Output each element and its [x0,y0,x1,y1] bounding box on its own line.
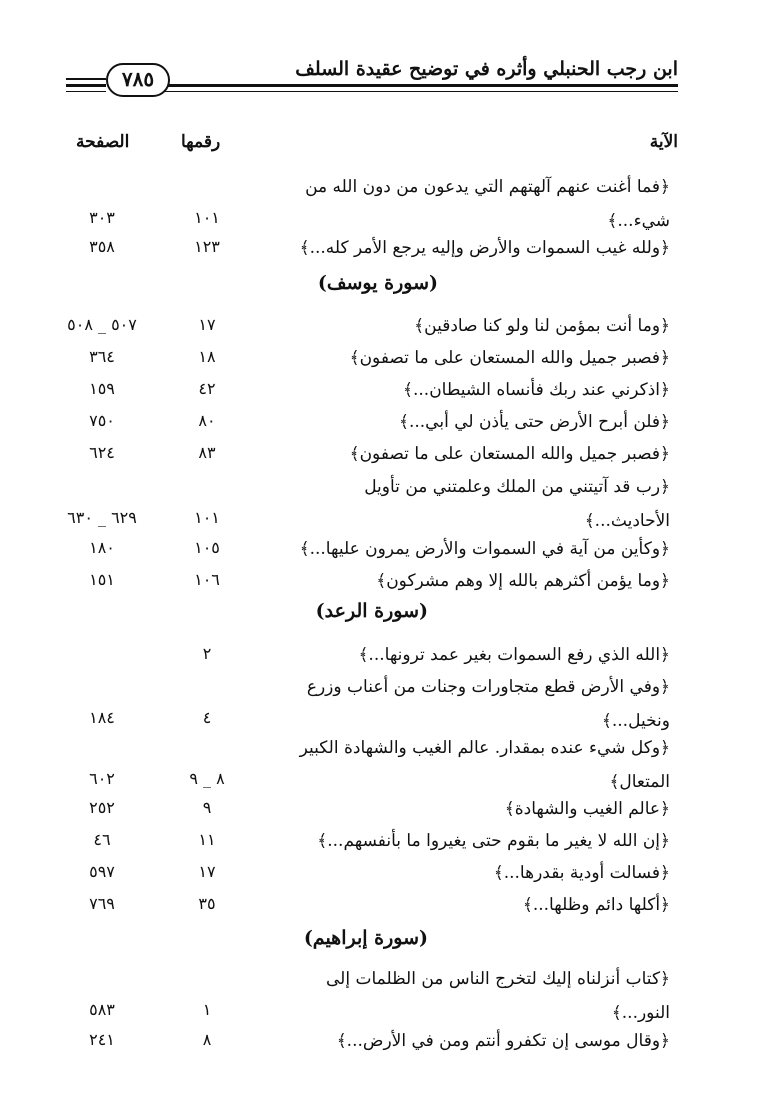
aya-text: ﴿وما أنت بمؤمن لنا ولو كنا صادقين﴾ [414,316,670,336]
header-rule [66,91,106,92]
aya-number: ١٠١ [194,508,220,527]
aya-text: ﴿فما أغنت عنهم آلهتهم التي يدعون من دون الله من [305,177,670,197]
aya-number: ٨٣ [198,443,216,462]
page-ref: ٦٢٤ [89,443,115,462]
index-entry [0,566,758,600]
aya-text: ﴿فصبر جميل والله المستعان على ما تصفون﴾ [349,444,670,464]
column-header-page: الصفحة [76,132,130,152]
aya-text: ﴿فصبر جميل والله المستعان على ما تصفون﴾ [349,348,670,368]
surah-heading: (سورة يوسف) [317,272,438,294]
aya-number: ١٨ [198,347,216,366]
page-number: ٧٨٥ [106,63,170,97]
aya-number: ١٠٥ [194,538,220,557]
aya-number: ٢ [202,644,212,663]
index-entry [0,640,758,674]
aya-text: ﴿وكأين من آية في السموات والأرض يمرون عليها...﴾ [299,539,670,559]
index-entry [0,794,758,828]
aya-text: ﴿فسالت أودية بقدرها...﴾ [493,863,670,883]
page-ref: ١٨٠ [89,538,115,557]
aya-text: ﴿فلن أبرح الأرض حتى يأذن لي أبي...﴾ [399,412,670,432]
aya-number: ١٢٣ [194,237,220,256]
aya-number: ١٧ [198,315,216,334]
aya-text: ﴿وقال موسى إن تكفرو أنتم ومن في الأرض...﴾ [336,1031,670,1051]
aya-number: ١٠٦ [194,570,220,589]
aya-number: ٤٢ [198,379,216,398]
surah-heading: (سورة إبراهيم) [303,927,428,949]
aya-number: ١٠١ [194,208,220,227]
index-entry [0,407,758,441]
aya-text-continued: شيء...﴾ [607,211,670,231]
page-ref: ٧٦٩ [89,894,115,913]
index-entry [0,472,758,531]
page-ref: ٧٥٠ [89,411,115,430]
aya-number: ٨ [202,1030,212,1049]
page-ref: ١٨٤ [89,708,115,727]
aya-text: ﴿الله الذي رفع السموات بغير عمد ترونها...﴾ [358,645,670,665]
index-entry [0,733,758,792]
page-ref: ٢٤١ [89,1030,115,1049]
page-ref: ٣٠٣ [89,208,115,227]
index-entry [0,375,758,409]
surah-heading: (سورة الرعد) [315,600,428,622]
aya-number: ٤ [202,708,212,727]
aya-number: ١١ [198,830,216,849]
running-title: ابن رجب الحنبلي وأثره في توضيح عقيدة السلف [295,58,678,80]
header-rule [66,84,106,87]
index-entry [0,233,758,267]
index-entry [0,343,758,377]
aya-number: ٩ [202,798,212,817]
aya-text: ﴿اذكرني عند ربك فأنساه الشيطان...﴾ [403,380,670,400]
aya-text: ﴿ولله غيب السموات والأرض وإليه يرجع الأمر كله...﴾ [299,238,670,258]
page-ref: ٥٨٣ [89,1000,115,1019]
index-entry [0,172,758,231]
index-entry [0,534,758,568]
header-rule [66,78,106,80]
aya-text: ﴿كتاب أنزلناه إليك لتخرج الناس من الظلمات إلى [326,969,670,989]
header-rule [158,91,678,92]
page-ref: ٦٠٢ [89,769,115,788]
aya-text-continued: المتعال﴾ [609,772,670,792]
aya-number: ٨ _ ٩ [189,769,225,788]
aya-number: ١ [202,1000,212,1019]
page-ref: ١٥١ [89,570,115,589]
index-entry [0,311,758,345]
column-header-number: رقمها [181,132,221,152]
index-entry [0,439,758,473]
aya-text: ﴿أكلها دائم وظلها...﴾ [522,895,670,915]
page-ref: ١٥٩ [89,379,115,398]
index-entry [0,890,758,924]
aya-number: ١٧ [198,862,216,881]
page-ref: ٦٢٩ _ ٦٣٠ [67,508,137,527]
page-ref: ٣٥٨ [89,237,115,256]
aya-text: ﴿وفي الأرض قطع متجاورات وجنات من أعناب وزرع [306,677,670,697]
index-entry [0,826,758,860]
page-ref: ٢٥٢ [89,798,115,817]
page-ref: ٤٦ [93,830,111,849]
aya-text: ﴿إن الله لا يغير ما بقوم حتى يغيروا ما بأنفسهم...﴾ [317,831,670,851]
index-entry [0,672,758,731]
aya-text: ﴿رب قد آتيتني من الملك وعلمتني من تأويل [364,477,670,497]
index-entry [0,964,758,1023]
aya-number: ٣٥ [198,894,216,913]
aya-text-continued: الأحاديث...﴾ [584,511,670,531]
aya-text: ﴿وكل شيء عنده بمقدار. عالم الغيب والشهادة الكبير [299,738,670,758]
aya-text-continued: النور...﴾ [611,1003,670,1023]
aya-number: ٨٠ [198,411,216,430]
index-entry [0,858,758,892]
header-rule [158,84,678,87]
index-entry [0,1026,758,1060]
aya-text: ﴿عالم الغيب والشهادة﴾ [504,799,670,819]
aya-text-continued: ونخيل...﴾ [601,711,670,731]
column-header-aya: الآية [649,132,678,152]
page-ref: ٣٦٤ [89,347,115,366]
page-ref: ٥٠٧ _ ٥٠٨ [67,315,137,334]
aya-text: ﴿وما يؤمن أكثرهم بالله إلا وهم مشركون﴾ [376,571,670,591]
page-ref: ٥٩٧ [89,862,115,881]
page-header [66,54,678,98]
